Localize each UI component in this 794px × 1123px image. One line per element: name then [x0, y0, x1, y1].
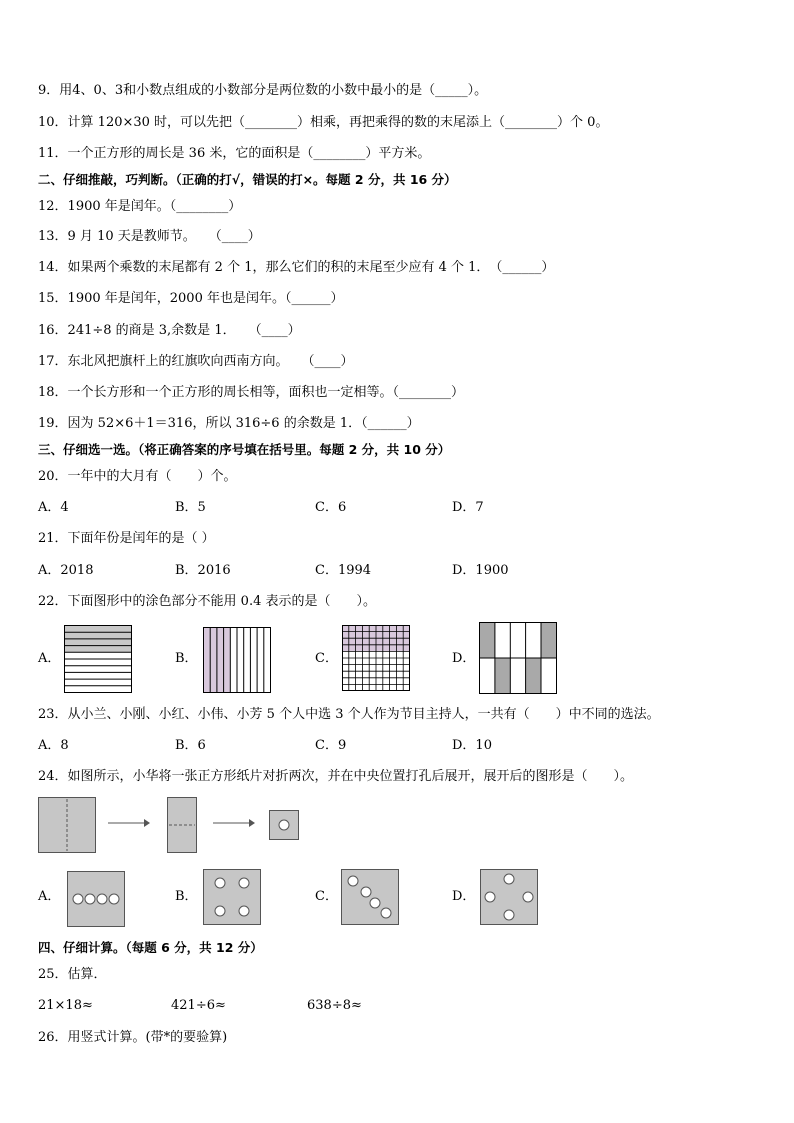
q21-option-d: D．1900 — [452, 563, 509, 578]
line-q9: 9．用4、0、3和小数点组成的小数部分是两位数的小数中最小的是（_____）。 — [38, 83, 488, 98]
q20-option-d: D．7 — [452, 500, 484, 515]
q24-label-b: B． — [175, 889, 198, 904]
line-q11: 11．一个正方形的周长是 36 米，它的面积是（________）平方米。 — [38, 146, 431, 161]
line-q24: 24．如图所示，小华将一张正方形纸片对折两次，并在中央位置打孔后展开，展开后的图形是（ ）。 — [38, 769, 634, 784]
line-q23: 23．从小兰、小刚、小红、小伟、小芳 5 个人中选 3 个人作为节目主持人，一共有（ ）中不同的选法。 — [38, 707, 660, 722]
q24-fold-step-2 — [167, 797, 197, 853]
q24-label-c: C． — [315, 889, 338, 904]
q22-label-b: B． — [175, 651, 198, 666]
q23-option-c: C．9 — [315, 738, 347, 753]
line-q12: 12．1900 年是闰年。（________） — [38, 199, 242, 214]
q22-figure-d — [479, 622, 557, 694]
line-q13: 13．9 月 10 天是教师节。 （____） — [38, 229, 261, 244]
q20-option-c: C．6 — [315, 500, 347, 515]
arrow-icon — [108, 818, 150, 828]
q24-fold-step-1 — [38, 797, 96, 853]
line-q26: 26．用竖式计算。(带*的要验算) — [38, 1030, 228, 1045]
q24-option-d-figure — [480, 869, 538, 925]
q22-figure-a — [64, 625, 132, 693]
q23-option-d: D．10 — [452, 738, 492, 753]
q20-option-a: A．4 — [38, 500, 69, 515]
line-q20: 20．一年中的大月有（ ）个。 — [38, 469, 237, 484]
q23-option-b: B．6 — [175, 738, 206, 753]
q22-label-d: D． — [452, 651, 476, 666]
line-q22: 22．下面图形中的涂色部分不能用 0.4 表示的是（ ）。 — [38, 594, 376, 609]
q22-label-c: C． — [315, 651, 338, 666]
line-q15: 15．1900 年是闰年，2000 年也是闰年。（______） — [38, 291, 344, 306]
q21-option-c: C．1994 — [315, 563, 372, 578]
line-q19: 19．因为 52×6＋1＝316，所以 316÷6 的余数是 1．（______） — [38, 416, 420, 431]
q23-option-a: A．8 — [38, 738, 69, 753]
q25-estimate-2: 421÷6≈ — [171, 998, 226, 1013]
line-q18: 18．一个长方形和一个正方形的周长相等，面积也一定相等。（________） — [38, 385, 465, 400]
line-q14: 14．如果两个乘数的末尾都有 2 个 1，那么它们的积的末尾至少应有 4 个 1． （______） — [38, 260, 555, 275]
line-q16: 16．241÷8 的商是 3,余数是 1． （____） — [38, 323, 301, 338]
q22-label-a: A． — [38, 651, 61, 666]
q24-option-b-figure — [203, 869, 261, 925]
q21-option-b: B．2016 — [175, 563, 231, 578]
section-4-header: 四、仔细计算。（每题 6 分，共 12 分） — [38, 940, 263, 955]
line-q25: 25．估算． — [38, 967, 107, 982]
section-3-header: 三、仔细选一选。（将正确答案的序号填在括号里。每题 2 分，共 10 分） — [38, 442, 451, 457]
line-q21: 21．下面年份是闰年的是（ ） — [38, 531, 215, 546]
q24-label-d: D． — [452, 889, 476, 904]
q25-estimate-1: 21×18≈ — [38, 998, 93, 1013]
section-2-header: 二、仔细推敲，巧判断。（正确的打√，错误的打×。每题 2 分，共 16 分） — [38, 172, 457, 187]
q24-fold-step-3 — [269, 810, 299, 840]
arrow-icon — [213, 818, 255, 828]
q24-label-a: A． — [38, 889, 61, 904]
q25-estimate-3: 638÷8≈ — [307, 998, 362, 1013]
q22-figure-b — [203, 627, 271, 693]
q24-option-c-figure — [341, 869, 399, 925]
q20-option-b: B．5 — [175, 500, 206, 515]
q22-figure-c — [342, 625, 410, 691]
line-q10: 10．计算 120×30 时，可以先把（________）相乘，再把乘得的数的末尾添上（________）个 0。 — [38, 115, 609, 130]
q21-option-a: A．2018 — [38, 563, 94, 578]
q24-option-a-figure — [67, 871, 125, 927]
line-q17: 17．东北风把旗杆上的红旗吹向西南方向。 （____） — [38, 354, 354, 369]
